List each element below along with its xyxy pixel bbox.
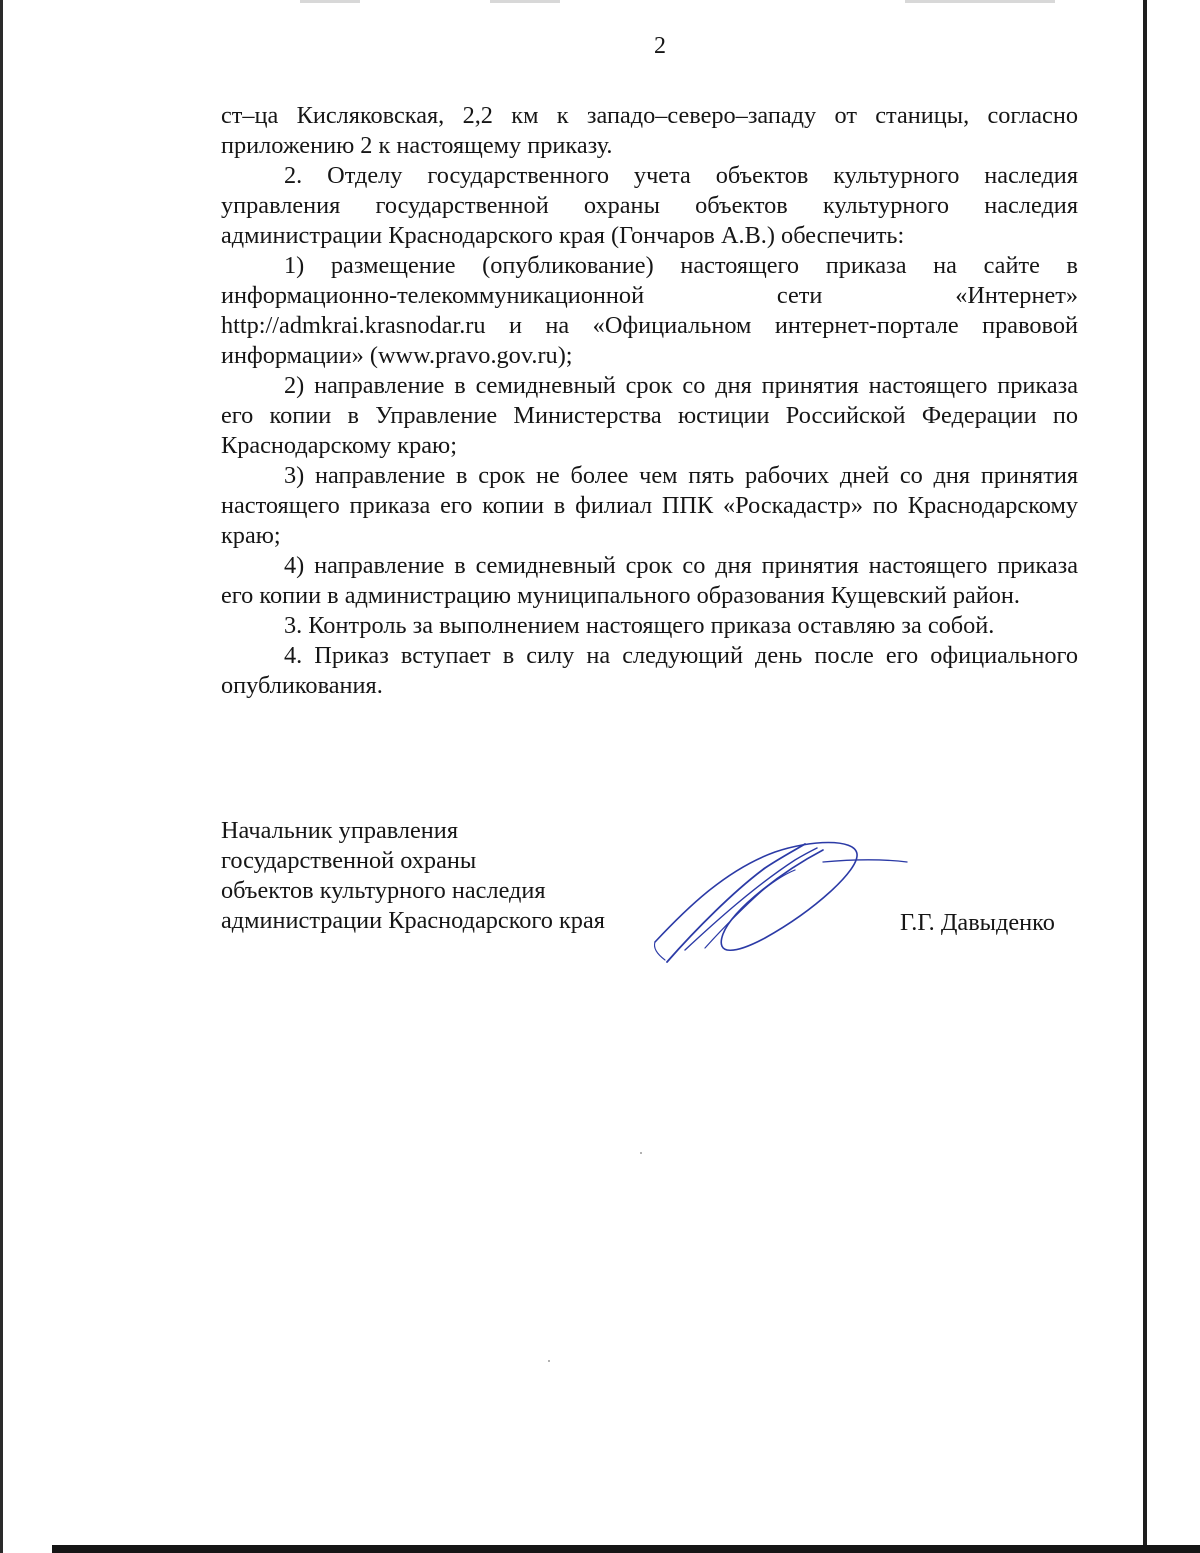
signer-name: Г.Г. Давыденко — [900, 909, 1055, 936]
paragraph-subitem-4: 4) направление в семидневный срок со дня принятия настоящего приказа его копии в администрацию муниципального образования Кущевский район. — [221, 552, 1078, 609]
signatory-position — [221, 816, 661, 936]
order-body — [221, 101, 1078, 701]
paragraph-subitem-1: 1) размещение (опубликование) настоящего приказа на сайте в информационно-телекоммуникационной сети «Интернет» http://admkrai.krasnodar.ru и на «Официальном интернет-портале правовой информации» (www.pravo.gov.ru); — [221, 252, 1078, 369]
paragraph-item-2: 2. Отделу государственного учета объектов культурного наследия управления государственной охраны объектов культурного наследия администрации Краснодарского края (Гончаров А.В.) обеспечить: — [221, 162, 1078, 249]
scan-bottom-edge — [52, 1545, 1200, 1553]
scan-right-edge — [1143, 0, 1147, 1553]
paragraph-item-3: 3. Контроль за выполнением настоящего приказа оставляю за собой. — [284, 612, 995, 639]
scan-speck — [640, 1152, 642, 1154]
position-line: Начальник управления — [221, 817, 458, 844]
page-number: 2 — [654, 33, 666, 59]
scan-top-artifacts — [0, 0, 1200, 6]
paragraph-item-4: 4. Приказ вступает в силу на следующий день после его официального опубликования. — [221, 642, 1078, 699]
paragraph-subitem-3: 3) направление в срок не более чем пять рабочих дней со дня принятия настоящего приказа его копии в филиал ППК «Роскадастр» по Краснодарскому краю; — [221, 462, 1078, 549]
paragraph-continuation: ст–ца Кисляковская, 2,2 км к западо–северо–западу от станицы, согласно приложению 2 к настоящему приказу. — [221, 102, 1078, 159]
paragraph-subitem-2: 2) направление в семидневный срок со дня принятия настоящего приказа его копии в Управление Министерства юстиции Российской Федерации по Краснодарскому краю; — [221, 372, 1078, 459]
handwritten-signature — [645, 830, 915, 970]
scan-speck — [548, 1360, 550, 1362]
position-line: объектов культурного наследия — [221, 877, 546, 904]
position-line: государственной охраны — [221, 847, 477, 874]
scan-left-edge — [0, 0, 3, 1553]
position-line: администрации Краснодарского края — [221, 907, 605, 934]
